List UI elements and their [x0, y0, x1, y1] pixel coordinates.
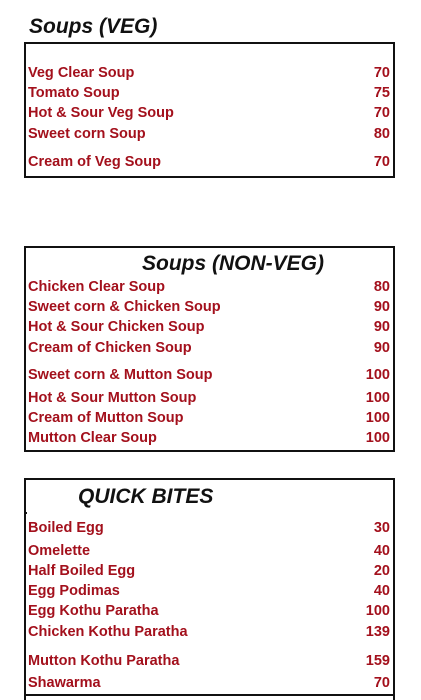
menu-item-price: 30 [373, 520, 390, 536]
menu-item-name: Mutton Clear Soup [28, 430, 157, 446]
menu-item-name: Hot & Sour Veg Soup [28, 105, 174, 121]
menu-item-name: Egg Podimas [28, 583, 120, 599]
menu-item-price: 80 [373, 279, 390, 295]
menu-item-price: 100 [365, 430, 390, 446]
menu-item-name: Cream of Mutton Soup [28, 410, 184, 426]
menu-item-price: 90 [373, 340, 390, 356]
section-title-quick-bites: QUICK BITES [78, 485, 214, 508]
section-title-veg-soups: Soups (VEG) [29, 15, 158, 38]
menu-item-price: 90 [373, 319, 390, 335]
menu-item-name: Sweet corn Soup [28, 126, 146, 142]
menu-item-price: 159 [365, 653, 390, 669]
menu-item-name: Cream of Veg Soup [28, 154, 161, 170]
menu-item-name: Mutton Kothu Paratha [28, 653, 180, 669]
menu-item-name: Omelette [28, 543, 91, 559]
menu-item-price: 100 [365, 410, 390, 426]
menu-item-name: Chicken Kothu Paratha [28, 624, 188, 640]
menu-item-price: 70 [373, 154, 390, 170]
menu-item-name: Hot & Sour Chicken Soup [28, 319, 205, 335]
menu-item-name: Shawarma [28, 675, 101, 691]
menu-item-name: Sweet corn & Mutton Soup [28, 367, 213, 383]
menu-item-price: 40 [373, 583, 390, 599]
section-title-divider [24, 512, 27, 514]
menu-item-price: 70 [373, 105, 390, 121]
menu-item-name: Sweet corn & Chicken Soup [28, 299, 221, 315]
menu-item-name: Veg Clear Soup [28, 65, 135, 81]
menu-item-price: 70 [373, 65, 390, 81]
menu-item-name: Chicken Clear Soup [28, 279, 165, 295]
menu-item-name: Cream of Chicken Soup [28, 340, 192, 356]
menu-item-price: 100 [365, 603, 390, 619]
menu-item-price: 90 [373, 299, 390, 315]
menu-item-price: 70 [373, 675, 390, 691]
menu-item-name: Egg Kothu Paratha [28, 603, 159, 619]
menu-item-price: 75 [373, 85, 390, 101]
menu-item-price: 139 [365, 624, 390, 640]
menu-item-price: 100 [365, 367, 390, 383]
section-title-nonveg-soups: Soups (NON-VEG) [142, 252, 324, 275]
menu-item-price: 80 [373, 126, 390, 142]
menu-item-price: 40 [373, 543, 390, 559]
section-bottom-rule [24, 694, 395, 696]
menu-item-name: Boiled Egg [28, 520, 104, 536]
menu-item-name: Tomato Soup [28, 85, 120, 101]
menu-item-name: Half Boiled Egg [28, 563, 136, 579]
menu-item-price: 20 [373, 563, 390, 579]
menu-item-price: 100 [365, 390, 390, 406]
menu-item-name: Hot & Sour Mutton Soup [28, 390, 197, 406]
